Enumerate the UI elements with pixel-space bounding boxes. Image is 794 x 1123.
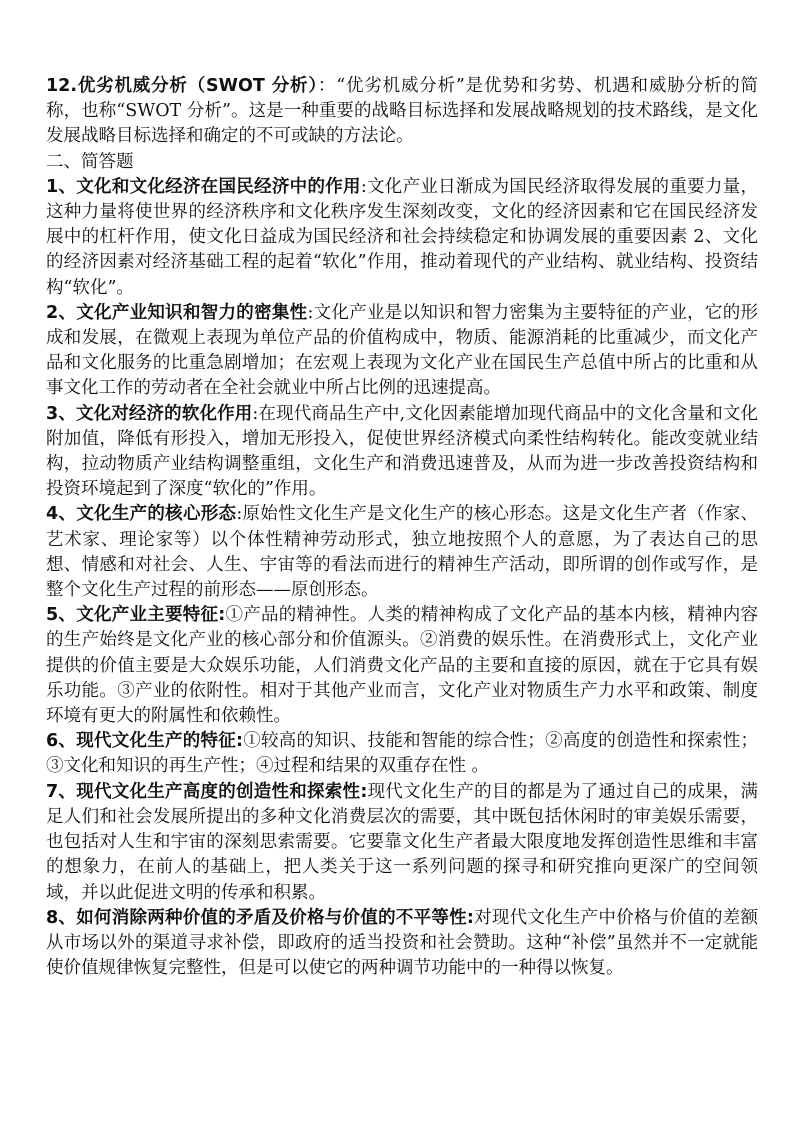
paragraph-1: [46, 175, 758, 301]
term-7: 7、现代文化生产高度的创造性和探索性:: [46, 781, 368, 802]
paragraph-6: [46, 729, 758, 779]
paragraph-2: [46, 301, 758, 402]
term-8: 8、如何消除两种价值的矛盾及价格与价值的不平等性:: [46, 907, 474, 928]
text-8: 对现代文化生产中价格与价值的差额从市场以外的渠道寻求补偿，即政府的适当投资和社会赞助。这种“补偿”虽然并不一定就能使价值规律恢复完整性，但是可以使它的两种调节功能中的一种得以恢复。: [46, 907, 758, 979]
text-swot: ：“优劣机威分析”是优势和劣势、机遇和威胁分析的简称，也称“SWOT 分析”。这是一种重要的战略目标选择和发展战略规划的技术路线，是文化发展战略目标选择和确定的不可或缺的方法论。: [46, 76, 758, 147]
paragraph-swot: [46, 74, 758, 150]
paragraph-3: [46, 402, 758, 503]
text-6: ①较高的知识、技能和智能的综合性；②高度的创造性和探索性；③文化和知识的再生产性；④过程和结果的双重存在性 。: [46, 731, 758, 777]
section-heading-text: 二、简答题: [46, 151, 134, 172]
term-5: 5、文化产业主要特征:: [46, 605, 226, 626]
paragraph-8: [46, 906, 758, 982]
paragraph-4: [46, 502, 758, 603]
document-page: [46, 74, 758, 981]
text-4: :原始性文化生产是文化生产的核心形态。这是文化生产者（作家、艺术家、理论家等）以个体性精神劳动形式，独立地按照个人的意愿，为了表达自己的思想、情感和对社会、人生、宇宙等的看法而进行的精神生产活动，即所谓的创作或写作，是整个文化生产过程的前形态——原创形态。: [46, 504, 758, 601]
term-4: 4、文化生产的核心形态: [46, 504, 237, 525]
text-1: :文化产业日渐成为国民经济取得发展的重要力量，这种力量将使世界的经济秩序和文化秩序发生深刻改变，文化的经济因素和它在国民经济发展中的杠杆作用，使文化日益成为国民经济和社会持续稳定和协调发展的重要因素 2、文化的经济因素对经济基础工程的起着“软化”作用，推动着现代的产业结构、就业结构、投资结构“软化”。: [46, 176, 758, 298]
text-5: ①产品的精神性。人类的精神构成了文化产品的基本内核，精神内容的生产始终是文化产业的核心部分和价值源头。②消费的娱乐性。在消费形式上，文化产业提供的价值主要是大众娱乐功能，人们消费文化产品的主要和直接的原因，就在于它具有娱乐功能。③产业的依附性。相对于其他产业而言，文化产业对物质生产力水平和政策、制度环境有更大的附属性和依赖性。: [46, 605, 758, 727]
section-heading: [46, 150, 758, 175]
term-swot: 12.优劣机威分析（SWOT 分析）: [46, 76, 318, 96]
term-3: 3、文化对经济的软化作用: [46, 403, 253, 424]
text-2: :文化产业是以知识和智力密集为主要特征的产业，它的形成和发展，在微观上表现为单位产品的价值构成中，物质、能源消耗的比重减少，而文化产品和文化服务的比重急剧增加；在宏观上表现为文化产业在国民生产总值中所占的比重和从事文化工作的劳动者在全社会就业中所占比例的迅速提高。: [46, 302, 758, 399]
text-3: :在现代商品生产中,文化因素能增加现代商品中的文化含量和文化附加值，降低有形投入，增加无形投入，促使世界经济模式向柔性结构转化。能改变就业结构，拉动物质产业结构调整重组，文化生产和消费迅速普及，从而为进一步改善投资结构和投资环境起到了深度“软化的”作用。: [46, 403, 758, 500]
term-1: 1、文化和文化经济在国民经济中的作用: [46, 176, 361, 197]
term-6: 6、现代文化生产的特征:: [46, 731, 244, 752]
paragraph-5: [46, 603, 758, 729]
text-7: 现代文化生产的目的都是为了通过自己的成果，满足人们和社会发展所提出的多种文化消费层次的需要，其中既包括休闲时的审美娱乐需要，也包括对人生和宇宙的深刻思索需要。它要靠文化生产者最大限度地发挥创造性思维和丰富的想象力，在前人的基础上，把人类关于这一系列问题的探寻和研究推向更深广的空间领域，并以此促进文明的传承和积累。: [46, 781, 758, 903]
term-2: 2、文化产业知识和智力的密集性: [46, 302, 308, 323]
paragraph-7: [46, 780, 758, 906]
